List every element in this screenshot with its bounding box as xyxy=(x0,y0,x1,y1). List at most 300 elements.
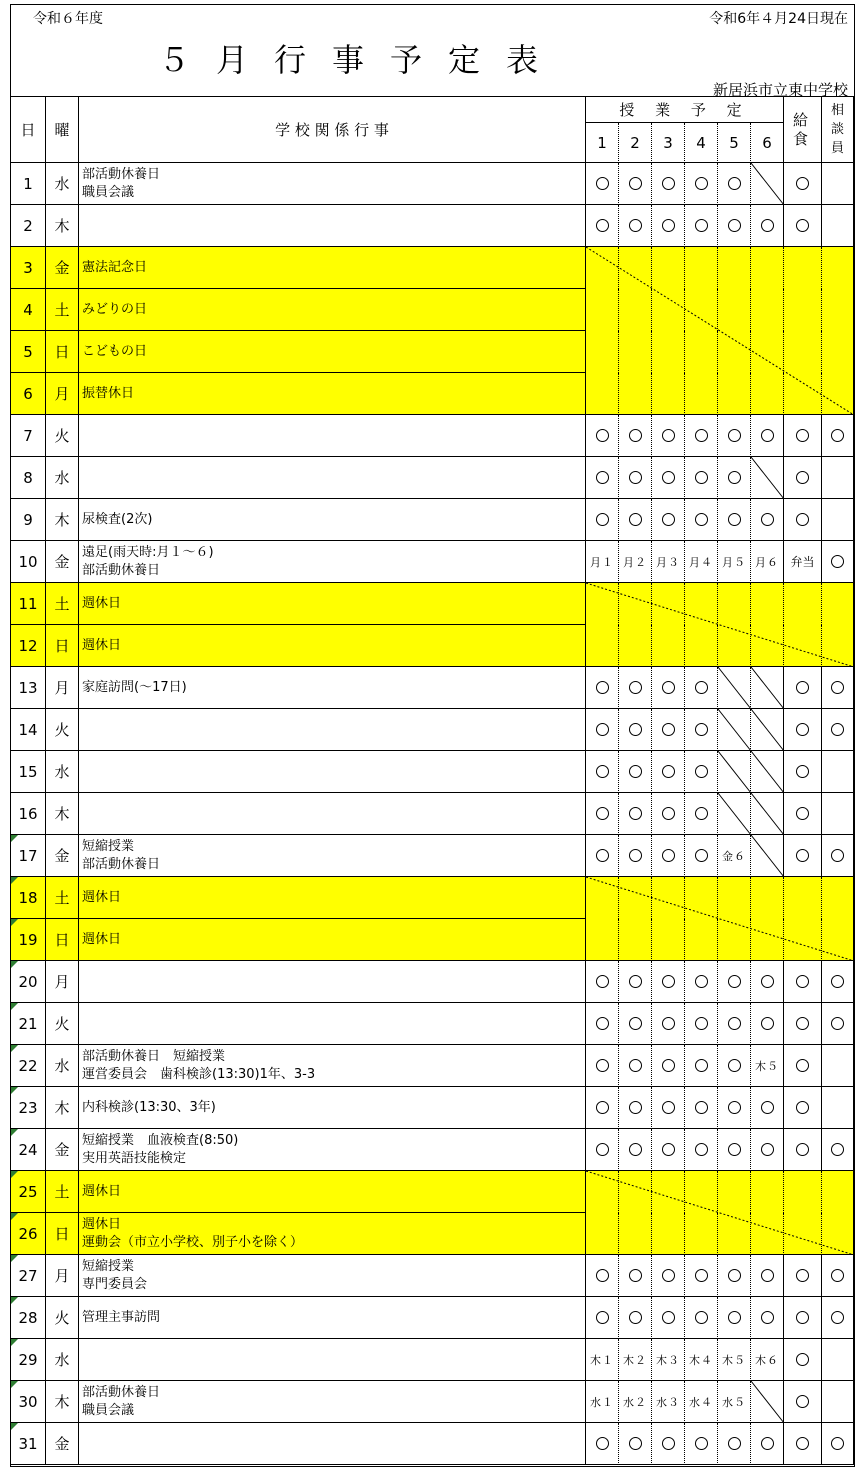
weekday: 月 xyxy=(46,1255,79,1297)
class-held-circle-icon xyxy=(596,177,609,190)
weekday: 日 xyxy=(46,625,79,667)
lunch-cell xyxy=(784,1297,822,1339)
lunch-circle-icon xyxy=(796,1353,809,1366)
period-cell xyxy=(652,499,685,541)
period-cell xyxy=(619,961,652,1003)
weekday: 木 xyxy=(46,499,79,541)
period-cell xyxy=(751,961,784,1003)
day-number: 12 xyxy=(11,625,46,667)
day-number: 16 xyxy=(11,793,46,835)
event-text: 部活動休養日 xyxy=(82,562,161,578)
event-cell xyxy=(79,583,586,625)
class-held-circle-icon xyxy=(695,177,708,190)
day-number: 13 xyxy=(11,667,46,709)
day-number: 8 xyxy=(11,457,46,499)
lunch-circle-icon xyxy=(796,1143,809,1156)
period-cell xyxy=(718,1129,751,1171)
period-cell xyxy=(586,1087,619,1129)
weekday: 土 xyxy=(46,877,79,919)
event-text: 専門委員会 xyxy=(82,1276,148,1292)
day-number: 31 xyxy=(11,1423,46,1465)
col-header-consult: 相談員 xyxy=(822,97,854,163)
event-cell xyxy=(79,247,586,289)
event-cell xyxy=(79,205,586,247)
class-held-circle-icon xyxy=(728,513,741,526)
period-cell xyxy=(586,1003,619,1045)
class-held-circle-icon xyxy=(761,1017,774,1030)
col-header-period-2: 2 xyxy=(619,123,652,163)
consult-circle-icon xyxy=(831,849,844,862)
day-number: 26 xyxy=(11,1213,46,1255)
diagonal-strike xyxy=(751,1381,783,1422)
period-cell xyxy=(718,163,751,205)
consult-circle-icon xyxy=(831,1269,844,1282)
weekday: 木 xyxy=(46,1087,79,1129)
period-substitute: 水４ xyxy=(689,1395,713,1409)
event-text: 内科検診(13:30、3年) xyxy=(82,1099,216,1115)
period-cell xyxy=(652,1087,685,1129)
period-cell xyxy=(685,415,718,457)
class-held-circle-icon xyxy=(662,1101,675,1114)
period-cell xyxy=(619,1087,652,1129)
period-cell xyxy=(619,751,652,793)
event-text: 部活動休養日 xyxy=(82,166,161,182)
class-held-circle-icon xyxy=(629,1017,642,1030)
col-header-weekday: 曜 xyxy=(46,97,79,163)
comment-marker-icon xyxy=(11,1423,18,1430)
consult-cell xyxy=(822,205,854,247)
day-number: 14 xyxy=(11,709,46,751)
col-header-events: 学 校 関 係 行 事 xyxy=(79,97,586,163)
event-cell xyxy=(79,919,586,961)
period-cell xyxy=(586,835,619,877)
class-held-circle-icon xyxy=(662,807,675,820)
class-held-circle-icon xyxy=(728,429,741,442)
consult-cell xyxy=(822,751,854,793)
period-cell xyxy=(652,709,685,751)
period-cell xyxy=(685,1297,718,1339)
period-cell xyxy=(652,793,685,835)
lunch-circle-icon xyxy=(796,429,809,442)
day-number: 29 xyxy=(11,1339,46,1381)
day-number: 3 xyxy=(11,247,46,289)
class-held-circle-icon xyxy=(761,1311,774,1324)
class-held-circle-icon xyxy=(728,177,741,190)
comment-marker-icon xyxy=(11,877,18,884)
period-cell xyxy=(586,205,619,247)
lunch-circle-icon xyxy=(796,1101,809,1114)
day-number: 22 xyxy=(11,1045,46,1087)
class-held-circle-icon xyxy=(761,1143,774,1156)
lunch-cell xyxy=(784,1129,822,1171)
event-text: 週休日 xyxy=(82,1216,122,1232)
class-held-circle-icon xyxy=(695,975,708,988)
consult-cell xyxy=(822,1381,854,1423)
period-cell xyxy=(751,1129,784,1171)
event-text: 実用英語技能検定 xyxy=(82,1150,187,1166)
period-substitute: 月１ xyxy=(590,555,614,569)
day-number: 2 xyxy=(11,205,46,247)
class-held-circle-icon xyxy=(728,975,741,988)
consult-cell xyxy=(822,1087,854,1129)
event-cell xyxy=(79,1087,586,1129)
event-cell xyxy=(79,541,586,583)
event-cell xyxy=(79,373,586,415)
class-held-circle-icon xyxy=(761,513,774,526)
class-held-circle-icon xyxy=(662,723,675,736)
period-cell xyxy=(685,793,718,835)
period-cell xyxy=(652,1381,685,1423)
period-cell xyxy=(718,1423,751,1465)
consult-cell xyxy=(822,961,854,1003)
diagonal-strike xyxy=(751,835,783,876)
class-held-circle-icon xyxy=(629,807,642,820)
period-cell xyxy=(586,163,619,205)
event-cell xyxy=(79,709,586,751)
period-cell xyxy=(718,667,751,709)
event-cell xyxy=(79,1045,586,1087)
consult-cell xyxy=(822,1423,854,1465)
period-cell xyxy=(586,1129,619,1171)
day-number: 6 xyxy=(11,373,46,415)
period-cell xyxy=(619,205,652,247)
class-held-circle-icon xyxy=(629,471,642,484)
page-title: ５月行事予定表 xyxy=(157,41,564,79)
class-held-circle-icon xyxy=(629,1101,642,1114)
weekday: 月 xyxy=(46,667,79,709)
lunch-cell xyxy=(784,163,822,205)
period-substitute: 水１ xyxy=(590,1395,614,1409)
class-held-circle-icon xyxy=(728,1269,741,1282)
class-held-circle-icon xyxy=(629,681,642,694)
class-held-circle-icon xyxy=(662,849,675,862)
comment-marker-icon xyxy=(11,1381,18,1388)
period-cell xyxy=(751,1339,784,1381)
lunch-circle-icon xyxy=(796,975,809,988)
period-cell xyxy=(718,961,751,1003)
period-cell xyxy=(619,709,652,751)
day-number: 25 xyxy=(11,1171,46,1213)
class-held-circle-icon xyxy=(596,1017,609,1030)
event-cell xyxy=(79,415,586,457)
period-cell xyxy=(586,961,619,1003)
period-cell xyxy=(652,1423,685,1465)
col-header-period-5: 5 xyxy=(718,123,751,163)
weekday: 水 xyxy=(46,1339,79,1381)
class-held-circle-icon xyxy=(662,513,675,526)
event-text: 短縮授業 血液検査(8:50) xyxy=(82,1132,239,1148)
class-held-circle-icon xyxy=(596,513,609,526)
event-cell xyxy=(79,793,586,835)
period-cell xyxy=(586,1381,619,1423)
day-number: 27 xyxy=(11,1255,46,1297)
diagonal-strike xyxy=(751,457,783,498)
event-cell xyxy=(79,1171,586,1213)
class-held-circle-icon xyxy=(596,807,609,820)
day-number: 30 xyxy=(11,1381,46,1423)
class-held-circle-icon xyxy=(596,1101,609,1114)
diagonal-strike xyxy=(751,709,783,750)
class-held-circle-icon xyxy=(695,765,708,778)
consult-cell xyxy=(822,541,854,583)
header-divider xyxy=(11,96,854,97)
lunch-cell xyxy=(784,1087,822,1129)
period-substitute: 木５ xyxy=(755,1059,779,1073)
period-cell xyxy=(718,835,751,877)
period-cell xyxy=(718,415,751,457)
period-cell xyxy=(751,205,784,247)
period-cell xyxy=(751,835,784,877)
consult-cell xyxy=(822,1339,854,1381)
class-held-circle-icon xyxy=(596,681,609,694)
lunch-circle-icon xyxy=(796,1269,809,1282)
event-cell xyxy=(79,625,586,667)
period-cell xyxy=(685,751,718,793)
consult-cell xyxy=(822,1129,854,1171)
period-cell xyxy=(718,793,751,835)
period-cell xyxy=(586,667,619,709)
event-cell xyxy=(79,751,586,793)
period-substitute: 水５ xyxy=(722,1395,746,1409)
day-number: 17 xyxy=(11,835,46,877)
class-held-circle-icon xyxy=(629,429,642,442)
consult-cell xyxy=(822,163,854,205)
period-cell xyxy=(685,961,718,1003)
class-held-circle-icon xyxy=(629,849,642,862)
consult-circle-icon xyxy=(831,681,844,694)
class-held-circle-icon xyxy=(662,471,675,484)
period-cell xyxy=(751,1255,784,1297)
event-cell xyxy=(79,1423,586,1465)
period-cell xyxy=(652,667,685,709)
diagonal-strike xyxy=(586,877,854,960)
comment-marker-icon xyxy=(11,835,18,842)
period-cell xyxy=(718,457,751,499)
diagonal-strike xyxy=(751,667,783,708)
period-cell xyxy=(652,1045,685,1087)
period-cell xyxy=(619,1045,652,1087)
period-cell xyxy=(718,541,751,583)
period-cell xyxy=(586,709,619,751)
class-held-circle-icon xyxy=(629,765,642,778)
period-cell xyxy=(718,499,751,541)
weekday: 木 xyxy=(46,793,79,835)
event-cell xyxy=(79,1339,586,1381)
event-cell xyxy=(79,331,586,373)
period-cell xyxy=(685,1381,718,1423)
period-cell xyxy=(685,499,718,541)
period-substitute: 月４ xyxy=(689,555,713,569)
weekday: 土 xyxy=(46,583,79,625)
period-cell xyxy=(685,1045,718,1087)
period-cell xyxy=(718,709,751,751)
period-cell xyxy=(751,709,784,751)
weekday: 金 xyxy=(46,247,79,289)
period-cell xyxy=(685,709,718,751)
class-held-circle-icon xyxy=(695,1017,708,1030)
period-cell xyxy=(619,1003,652,1045)
event-text: 運営委員会 歯科検診(13:30)1年、3-3 xyxy=(82,1066,316,1082)
class-held-circle-icon xyxy=(629,219,642,232)
lunch-cell: 弁当 xyxy=(784,541,822,583)
period-cell xyxy=(718,1045,751,1087)
period-cell xyxy=(652,1297,685,1339)
period-substitute: 金６ xyxy=(722,849,746,863)
class-held-circle-icon xyxy=(596,219,609,232)
period-cell xyxy=(718,1297,751,1339)
day-number: 20 xyxy=(11,961,46,1003)
class-held-circle-icon xyxy=(596,849,609,862)
class-held-circle-icon xyxy=(761,219,774,232)
event-cell xyxy=(79,877,586,919)
diagonal-strike xyxy=(751,751,783,792)
lunch-cell xyxy=(784,415,822,457)
holiday-block xyxy=(586,583,854,667)
weekday: 水 xyxy=(46,751,79,793)
lunch-circle-icon xyxy=(796,681,809,694)
event-text: みどりの日 xyxy=(82,301,148,317)
class-held-circle-icon xyxy=(662,1143,675,1156)
event-text: 週休日 xyxy=(82,931,122,947)
period-substitute: 木３ xyxy=(656,1353,680,1367)
period-cell xyxy=(586,415,619,457)
diagonal-strike xyxy=(586,1171,854,1254)
consult-cell xyxy=(822,709,854,751)
consult-cell xyxy=(822,835,854,877)
lunch-cell xyxy=(784,793,822,835)
period-cell xyxy=(586,1045,619,1087)
class-held-circle-icon xyxy=(728,219,741,232)
lunch-cell xyxy=(784,709,822,751)
period-cell xyxy=(685,1339,718,1381)
weekday: 水 xyxy=(46,457,79,499)
class-held-circle-icon xyxy=(596,1437,609,1450)
day-number: 1 xyxy=(11,163,46,205)
event-cell xyxy=(79,163,586,205)
col-header-period-1: 1 xyxy=(586,123,619,163)
event-text: 週休日 xyxy=(82,637,122,653)
event-cell xyxy=(79,1381,586,1423)
class-held-circle-icon xyxy=(761,429,774,442)
event-text: 週休日 xyxy=(82,595,122,611)
period-cell xyxy=(751,415,784,457)
event-text: 運動会（市立小学校、別子小を除く） xyxy=(82,1234,304,1250)
class-held-circle-icon xyxy=(761,1437,774,1450)
weekday: 火 xyxy=(46,1003,79,1045)
period-cell xyxy=(751,1045,784,1087)
period-cell xyxy=(652,163,685,205)
comment-marker-icon xyxy=(11,1171,18,1178)
consult-cell xyxy=(822,457,854,499)
lunch-circle-icon xyxy=(796,1059,809,1072)
class-held-circle-icon xyxy=(662,765,675,778)
class-held-circle-icon xyxy=(728,1143,741,1156)
class-held-circle-icon xyxy=(629,723,642,736)
period-cell xyxy=(586,1423,619,1465)
weekday: 火 xyxy=(46,415,79,457)
event-cell xyxy=(79,1129,586,1171)
event-text: 短縮授業 xyxy=(82,1258,135,1274)
consult-cell xyxy=(822,1003,854,1045)
weekday: 土 xyxy=(46,1171,79,1213)
col-header-lunch: 給食 xyxy=(784,97,822,163)
day-number: 5 xyxy=(11,331,46,373)
consult-circle-icon xyxy=(831,723,844,736)
day-number: 24 xyxy=(11,1129,46,1171)
period-cell xyxy=(685,835,718,877)
class-held-circle-icon xyxy=(662,1017,675,1030)
class-held-circle-icon xyxy=(761,975,774,988)
consult-cell xyxy=(822,1045,854,1087)
event-cell xyxy=(79,835,586,877)
lunch-cell xyxy=(784,1381,822,1423)
lunch-cell xyxy=(784,751,822,793)
consult-circle-icon xyxy=(831,1143,844,1156)
consult-cell xyxy=(822,499,854,541)
lunch-cell xyxy=(784,1339,822,1381)
event-text: 部活動休養日 xyxy=(82,856,161,872)
class-held-circle-icon xyxy=(629,1269,642,1282)
diagonal-strike xyxy=(718,751,750,792)
period-cell xyxy=(718,1087,751,1129)
event-cell xyxy=(79,1003,586,1045)
class-held-circle-icon xyxy=(662,177,675,190)
period-cell xyxy=(619,793,652,835)
class-held-circle-icon xyxy=(596,765,609,778)
lunch-circle-icon xyxy=(796,471,809,484)
col-header-period-3: 3 xyxy=(652,123,685,163)
period-cell xyxy=(751,1297,784,1339)
day-number: 10 xyxy=(11,541,46,583)
class-held-circle-icon xyxy=(695,1311,708,1324)
period-substitute: 木５ xyxy=(722,1353,746,1367)
comment-marker-icon xyxy=(11,1045,18,1052)
event-text: 管理主事訪問 xyxy=(82,1309,161,1325)
lunch-cell xyxy=(784,457,822,499)
class-held-circle-icon xyxy=(629,177,642,190)
class-held-circle-icon xyxy=(662,1311,675,1324)
comment-marker-icon xyxy=(11,1129,18,1136)
event-cell xyxy=(79,961,586,1003)
class-held-circle-icon xyxy=(596,1311,609,1324)
day-number: 4 xyxy=(11,289,46,331)
comment-marker-icon xyxy=(11,961,18,968)
consult-circle-icon xyxy=(831,429,844,442)
event-text: 尿検査(2次) xyxy=(82,511,153,527)
class-held-circle-icon xyxy=(596,471,609,484)
class-held-circle-icon xyxy=(728,1059,741,1072)
event-text: 部活動休養日 xyxy=(82,1384,161,1400)
period-cell xyxy=(652,1003,685,1045)
period-substitute: 水３ xyxy=(656,1395,680,1409)
class-held-circle-icon xyxy=(695,513,708,526)
period-cell xyxy=(652,835,685,877)
class-held-circle-icon xyxy=(695,723,708,736)
period-substitute: 木６ xyxy=(755,1353,779,1367)
schedule-sheet xyxy=(10,4,855,1467)
class-held-circle-icon xyxy=(728,1437,741,1450)
diagonal-strike xyxy=(751,163,783,204)
consult-circle-icon xyxy=(831,1017,844,1030)
period-substitute: 月３ xyxy=(656,555,680,569)
weekday: 火 xyxy=(46,1297,79,1339)
period-cell xyxy=(685,541,718,583)
event-text: 職員会議 xyxy=(82,1402,135,1418)
event-cell xyxy=(79,499,586,541)
weekday: 金 xyxy=(46,1423,79,1465)
period-cell xyxy=(685,205,718,247)
class-held-circle-icon xyxy=(761,1269,774,1282)
